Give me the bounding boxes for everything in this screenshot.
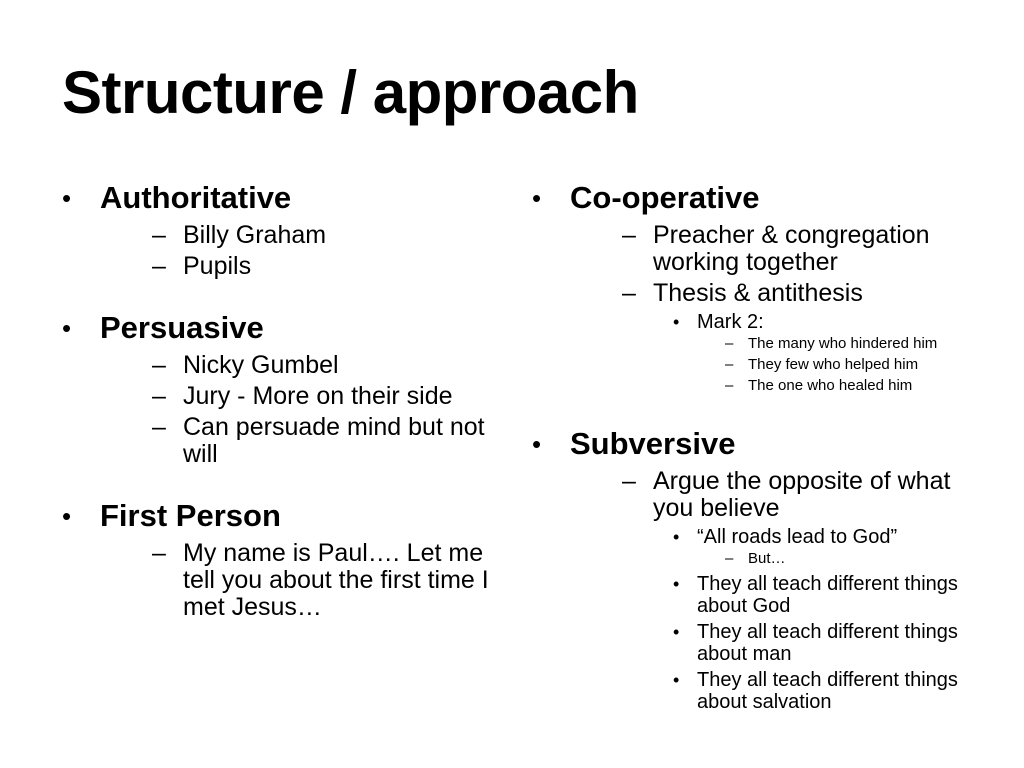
list-item-authoritative bbox=[62, 178, 502, 280]
sub-item-text: My name is Paul…. Let me tell you about the first time I met Jesus… bbox=[183, 539, 489, 621]
sub-sub-item-text: They all teach different things about man bbox=[697, 621, 958, 665]
bullet-heading: Authoritative bbox=[100, 180, 292, 215]
list-item bbox=[138, 253, 502, 280]
list-item bbox=[697, 376, 972, 396]
list-item bbox=[653, 669, 972, 713]
bullet-marker: • bbox=[673, 670, 680, 690]
dash-marker: – bbox=[622, 221, 636, 249]
right-bullet-list bbox=[532, 178, 972, 713]
sub-list bbox=[138, 352, 502, 468]
sub-sub-item-text: They all teach different things about God bbox=[697, 573, 958, 617]
dash-marker: – bbox=[152, 252, 166, 280]
level-4-item-text: But… bbox=[748, 550, 786, 567]
list-item bbox=[653, 311, 972, 396]
level-4-item-text: They few who helped him bbox=[748, 356, 919, 373]
list-item bbox=[138, 540, 502, 621]
list-item-persuasive bbox=[62, 308, 502, 468]
sub-sub-item-text: “All roads lead to God” bbox=[697, 526, 898, 548]
sub-list bbox=[138, 540, 502, 621]
sub-item-text: Thesis & antithesis bbox=[653, 279, 863, 307]
list-item-first-person bbox=[62, 496, 502, 621]
list-item-co-operative bbox=[532, 178, 972, 396]
level-4-list bbox=[697, 549, 972, 569]
list-item bbox=[653, 573, 972, 617]
list-item bbox=[138, 414, 502, 468]
bullet-marker: • bbox=[673, 574, 680, 594]
dash-marker: – bbox=[725, 377, 734, 394]
dash-marker: – bbox=[152, 382, 166, 410]
dash-marker: – bbox=[725, 550, 734, 567]
bullet-marker: • bbox=[673, 622, 680, 642]
bullet-marker: • bbox=[673, 527, 680, 547]
dash-marker: – bbox=[152, 351, 166, 379]
sub-item-text: Billy Graham bbox=[183, 221, 327, 249]
dash-marker: – bbox=[152, 413, 166, 441]
list-item bbox=[608, 222, 972, 276]
right-column bbox=[532, 178, 972, 741]
list-item bbox=[697, 549, 972, 569]
bullet-marker: • bbox=[532, 183, 542, 213]
bullet-marker: • bbox=[532, 429, 542, 459]
sub-item-text: Argue the opposite of what you believe bbox=[653, 467, 951, 522]
list-item bbox=[608, 280, 972, 396]
sub-sub-item-text: They all teach different things about salvation bbox=[697, 669, 958, 713]
dash-marker: – bbox=[725, 356, 734, 373]
sub-item-text: Nicky Gumbel bbox=[183, 351, 339, 379]
bullet-marker: • bbox=[62, 313, 72, 343]
list-item bbox=[697, 355, 972, 375]
bullet-heading: Co-operative bbox=[570, 180, 760, 215]
bullet-heading: Subversive bbox=[570, 426, 736, 461]
list-item bbox=[653, 526, 972, 569]
bullet-marker: • bbox=[673, 312, 680, 332]
sub-sub-list bbox=[653, 526, 972, 713]
level-4-item-text: The one who healed him bbox=[748, 377, 913, 394]
list-item bbox=[138, 383, 502, 410]
list-item bbox=[138, 352, 502, 379]
dash-marker: – bbox=[152, 539, 166, 567]
list-item-subversive bbox=[532, 424, 972, 713]
sub-sub-list bbox=[653, 311, 972, 396]
dash-marker: – bbox=[622, 467, 636, 495]
sub-item-text: Preacher & congregation working together bbox=[653, 221, 930, 276]
left-column bbox=[62, 178, 502, 649]
sub-list bbox=[608, 222, 972, 396]
list-item bbox=[653, 621, 972, 665]
sub-item-text: Jury - More on their side bbox=[183, 382, 453, 410]
level-4-item-text: The many who hindered him bbox=[748, 335, 938, 352]
sub-item-text: Pupils bbox=[183, 252, 252, 280]
level-4-list bbox=[697, 334, 972, 396]
sub-list bbox=[138, 222, 502, 280]
sub-list bbox=[608, 468, 972, 713]
sub-sub-item-text: Mark 2: bbox=[697, 311, 764, 333]
bullet-marker: • bbox=[62, 501, 72, 531]
dash-marker: – bbox=[622, 279, 636, 307]
bullet-heading: First Person bbox=[100, 498, 281, 533]
bullet-marker: • bbox=[62, 183, 72, 213]
list-item bbox=[697, 334, 972, 354]
slide-title: Structure / approach bbox=[62, 59, 639, 126]
dash-marker: – bbox=[725, 335, 734, 352]
left-bullet-list bbox=[62, 178, 502, 621]
list-item bbox=[138, 222, 502, 249]
sub-item-text: Can persuade mind but not will bbox=[183, 413, 485, 468]
list-item bbox=[608, 468, 972, 713]
bullet-heading: Persuasive bbox=[100, 310, 264, 345]
dash-marker: – bbox=[152, 221, 166, 249]
